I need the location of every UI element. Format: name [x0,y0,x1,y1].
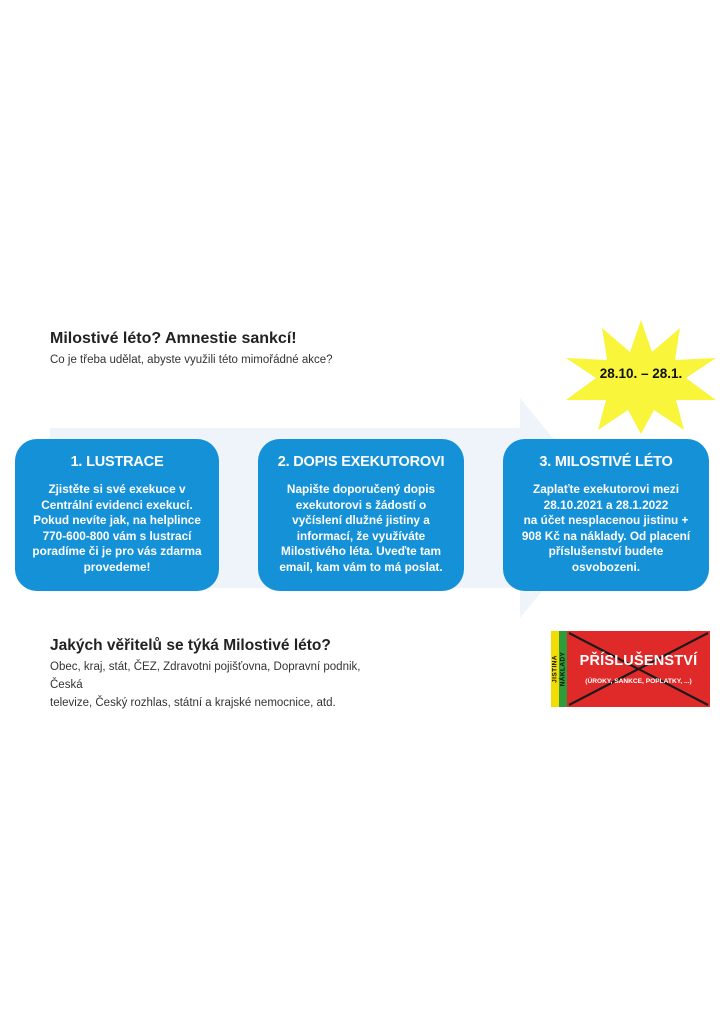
cross-out-icon [567,631,710,707]
step-body-line: 770-600-800 vám s lustrací [42,528,192,543]
stripe-naklady [559,631,567,707]
page-title: Milostivé léto? Amnestie sankcí! [50,330,297,347]
badge-red-panel [567,631,710,707]
creditors-heading: Jakých věřitelů se týká Milostivé léto? [50,637,331,654]
step-body-line: na účet nesplacenou jistinu + [523,513,689,528]
step-body-line: Zaplaťte exekutorovi mezi [533,482,679,496]
badge-title: PŘÍSLUŠENSTVÍ [579,653,698,669]
step-title: 1. LUSTRACE [70,454,164,470]
stripe-jistina-label: JISTINA [551,655,559,683]
step-body-line: osvobozeni. [571,559,641,574]
step-body-line: email, kam vám to má poslat. [279,559,443,574]
step-body-line: exekutorovi s žádostí o [295,497,427,512]
step-body-line: Pokud nevíte jak, na helplince [33,513,201,528]
step-body-line: informací, že využíváte [296,528,426,543]
stripe-naklady-label: NÁKLADY [559,651,567,687]
step-card-dopis [258,439,464,591]
step-body-line: vyčíslení dlužné jistiny a [292,513,430,528]
step-body-line: Centrální evidenci exekucí. [41,497,193,512]
step-body [513,482,699,576]
creditors-line: Obec, kraj, stát, ČEZ, Zdravotni pojišťovna, Dopravní podnik, Česká [50,661,361,691]
step-card-lustrace [15,439,219,591]
badge-subtitle: (ÚROKY, SANKCE, POPLATKY, ...) [585,678,692,685]
page-subtitle: Co je třeba udělat, abyste využili této mimořádné akce? [50,354,333,366]
step-body-line: 908 Kč na náklady. Od placení [521,528,691,543]
step-body-line: 28.10.2021 a 28.1.2022 [543,497,669,512]
step-body-line: poradíme či je pro vás zdarma [32,544,202,559]
stripe-jistina [551,631,559,707]
step-body-line: příslušenství budete [548,544,664,559]
step-title: 2. DOPIS EXEKUTOROVI [277,454,445,470]
step-card-milostive-leto [503,439,709,591]
step-body [268,482,454,576]
step-body-line: Milostivého léta. Uveďte tam [281,544,441,559]
step-body-line: provedeme! [83,559,151,574]
step-body-line: Zjistěte si své exekuce v [48,482,186,496]
prislusenstvi-badge [551,631,710,707]
creditors-list [50,658,380,712]
step-body [25,482,209,576]
date-range-label: 28.10. – 28.1. [599,366,683,381]
step-body-line: Napište doporučený dopis [286,482,436,496]
creditors-line: televize, Český rozhlas, státní a krajské nemocnice, atd. [50,697,336,709]
step-title: 3. MILOSTIVÉ LÉTO [539,454,673,470]
badge-stripes [551,631,567,707]
